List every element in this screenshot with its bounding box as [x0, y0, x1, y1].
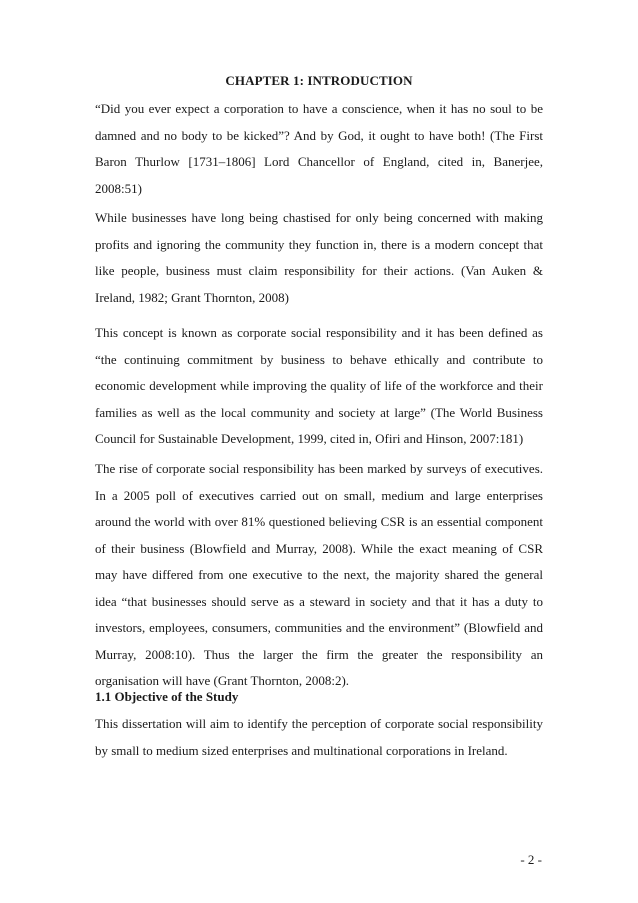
chapter-title: CHAPTER 1: INTRODUCTION: [225, 73, 413, 88]
paragraph-csr-definition: This concept is known as corporate social responsibility and it has been defined as “the continuing commitment by business to behave ethically and contribute to economic development while improving the quality of life of the workforce and their families as well as the local community and society at large” (The World Business Council for Sustainable Development, 1999, cited in, Ofiri and Hinson, 2007:181): [95, 325, 543, 446]
paragraph-businesses: While businesses have long being chastised for only being concerned with making profits and ignoring the community they function in, there is a modern concept that like people, business must claim responsibility for their actions. (Van Auken & Ireland, 1982; Grant Thornton, 2008): [95, 210, 543, 305]
paragraph-objective: This dissertation will aim to identify the perception of corporate social responsibility by small to medium sized enterprises and multinational corporations in Ireland.: [95, 716, 543, 758]
page-number: - 2 -: [520, 852, 542, 867]
section-heading: 1.1 Objective of the Study: [95, 689, 239, 704]
paragraph-quote: “Did you ever expect a corporation to have a conscience, when it has no soul to be damned and no body to be kicked”? And by God, it ought to have both! (The First Baron Thurlow [1731–1806] Lord Chancellor of England, cited in, Banerjee, 2008:51): [95, 101, 543, 196]
paragraph-rise-of-csr: The rise of corporate social responsibility has been marked by surveys of executives. In a 2005 poll of executives carried out on small, medium and large enterprises around the world with over 81% questioned believing CSR is an essential component of their business (Blowfield and Murray, 2008). While the exact meaning of CSR may have differed from one executive to the next, the majority shared the general idea “that businesses should serve as a steward in society and that it has a duty to investors, employees, consumers, communities and the environment” (Blowfield and Murray, 2008:10). Thus the larger the firm the greater the responsibility an organisation will have (Grant Thornton, 2008:2).: [95, 461, 543, 688]
